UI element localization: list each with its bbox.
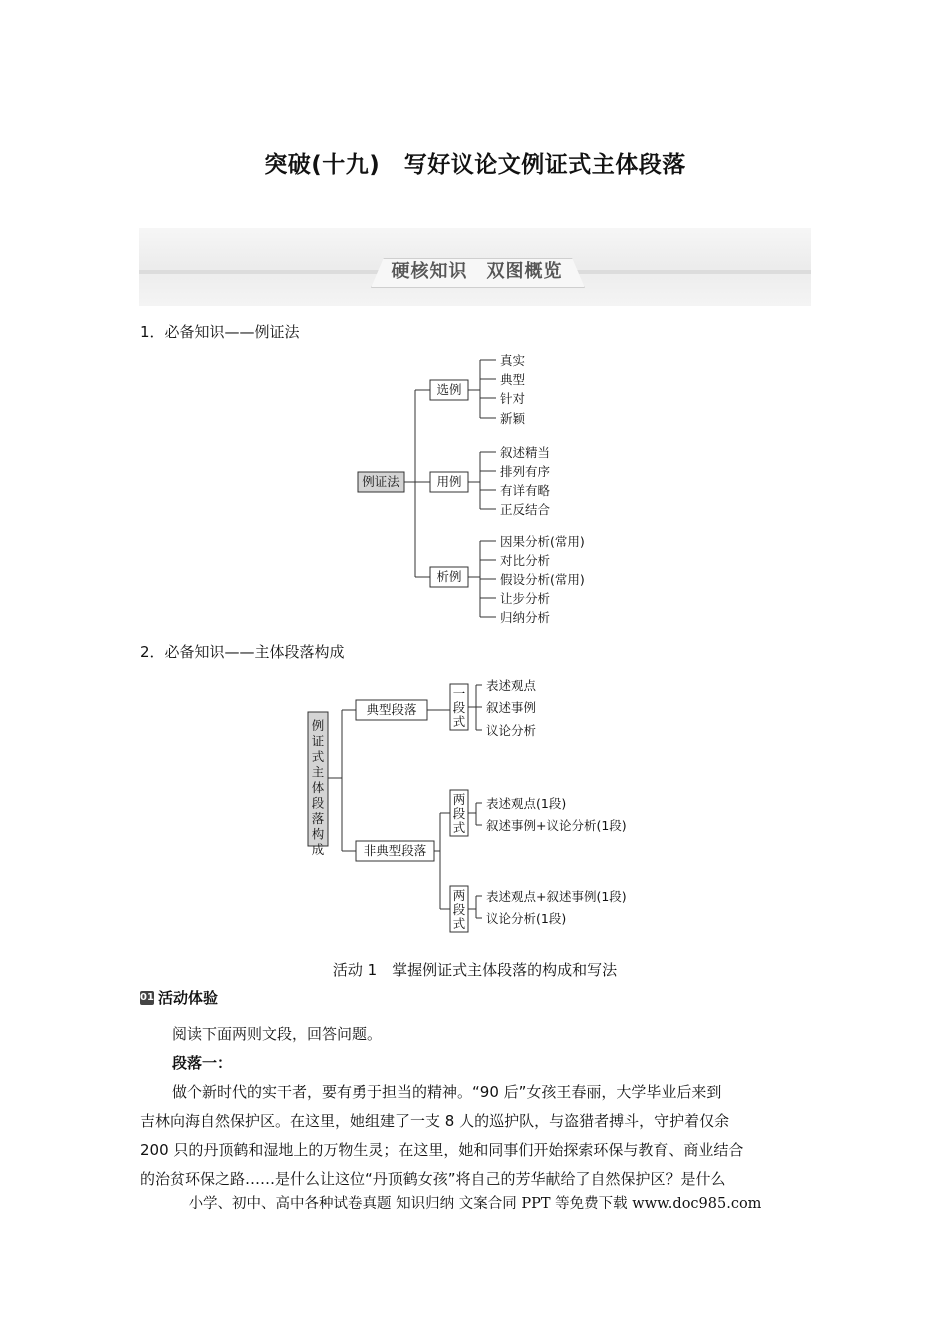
leaf: 让步分析 (500, 591, 551, 606)
leaf: 假设分析(常用) (500, 572, 585, 587)
vertical-char: 段 (452, 806, 466, 821)
section-heading-2: 2．必备知识——主体段落构成 (140, 643, 345, 661)
leaf: 因果分析(常用) (500, 534, 585, 549)
leaf: 排列有序 (500, 464, 551, 479)
page-footer: 小学、初中、高中各种试卷真题 知识归纳 文案合同 PPT 等免费下载 www.doc985.com (188, 1196, 762, 1212)
node-atypical-label: 非典型段落 (363, 843, 427, 858)
diagram-example-method (340, 348, 630, 632)
experience-heading (140, 987, 218, 1008)
vertical-char: 例 (311, 718, 325, 733)
vertical-char: 式 (311, 749, 325, 764)
vertical-char: 两 (452, 792, 466, 807)
vertical-char: 段 (311, 795, 325, 811)
vertical-char: 成 (311, 842, 325, 857)
leaf: 叙述事例+议论分析(1段) (486, 818, 627, 833)
leaf: 对比分析 (500, 553, 551, 568)
leaf: 真实 (500, 353, 526, 368)
leaf: 针对 (500, 391, 526, 406)
leaf: 新颖 (500, 411, 526, 426)
node-typical-label: 典型段落 (366, 702, 417, 717)
vertical-char: 主 (311, 764, 325, 780)
vertical-char: 段 (452, 700, 466, 715)
text-line: 吉林向海自然保护区。在这里，她组建了一支 8 人的巡护队，与盗猎者搏斗，守护着仅余 (140, 1112, 730, 1130)
leaf: 典型 (500, 372, 526, 387)
leaf: 叙述精当 (500, 445, 551, 460)
passage (140, 1020, 811, 1194)
vertical-char: 构 (311, 826, 325, 842)
intro-line: 阅读下面两则文段，回答问题。 (172, 1025, 383, 1043)
section-banner (139, 228, 811, 306)
activity-heading: 活动 1 掌握例证式主体段落的构成和写法 (332, 961, 618, 979)
leaf: 表述观点 (486, 678, 537, 693)
vertical-char: 段 (452, 902, 466, 917)
text-line: 的治贫环保之路……是什么让这位“丹顶鹤女孩”将自己的芳华献给了自然保护区？是什么 (140, 1170, 726, 1188)
section-heading-1: 1．必备知识——例证法 (140, 323, 300, 341)
leaf: 表述观点(1段) (486, 796, 567, 811)
leaf: 表述观点+叙述事例(1段) (486, 889, 627, 904)
leaf: 正反结合 (500, 502, 551, 517)
diagram-paragraph-structure (300, 670, 640, 940)
banner-label: 硬核知识 双图概览 (391, 261, 563, 282)
node-two-section-b-label (453, 888, 466, 931)
leaf: 议论分析 (486, 723, 537, 738)
node-analyze-label: 析例 (436, 569, 462, 584)
text-line: 做个新时代的实干者，要有勇于担当的精神。“90 后”女孩王春丽，大学毕业后来到 (172, 1083, 722, 1101)
page-title: 突破(十九) 写好议论文例证式主体段落 (264, 152, 686, 178)
number-badge-icon: 01 (140, 991, 154, 1003)
vertical-char: 式 (452, 714, 466, 729)
node-use-label: 用例 (436, 474, 462, 489)
vertical-char: 一 (452, 686, 466, 701)
vertical-char: 式 (452, 820, 466, 835)
vertical-char: 式 (452, 916, 466, 931)
experience-label: 活动体验 (158, 989, 219, 1007)
node-two-section-a-label (453, 792, 466, 835)
text-line: 200 只的丹顶鹤和湿地上的万物生灵；在这里，她和同事们开始探索环保与教育、商业结合 (140, 1141, 744, 1159)
vertical-char: 体 (311, 780, 325, 795)
leaf: 有详有略 (500, 483, 551, 498)
leaf: 叙述事例 (486, 700, 537, 715)
node-root-label (312, 718, 325, 857)
vertical-char: 落 (311, 811, 325, 826)
node-root-label: 例证法 (362, 474, 400, 489)
vertical-char: 两 (452, 888, 466, 903)
paragraph-label: 段落一： (172, 1054, 233, 1072)
leaf: 归纳分析 (500, 610, 551, 625)
leaf: 议论分析(1段) (486, 911, 567, 926)
vertical-char: 证 (311, 733, 325, 749)
node-select-label: 选例 (436, 382, 462, 397)
node-one-section-label (453, 686, 466, 729)
